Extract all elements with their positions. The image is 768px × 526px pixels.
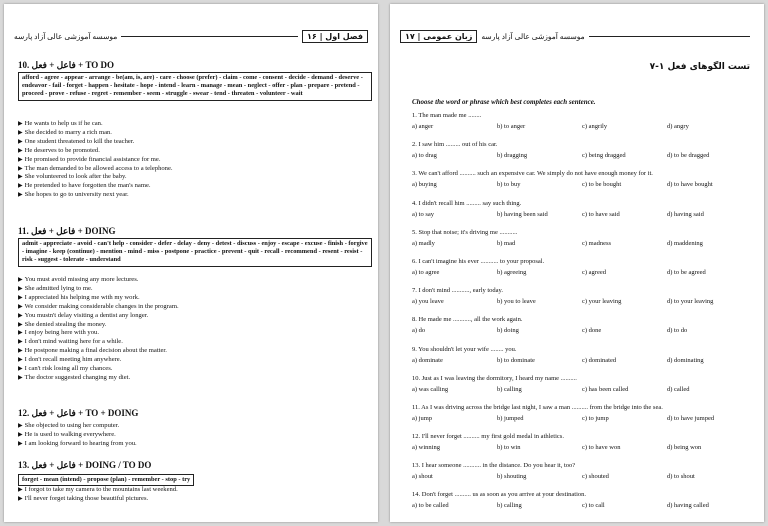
option-d: d) to do xyxy=(667,327,688,335)
option-a: a) was calling xyxy=(412,385,449,393)
example-item: ▶ He pretended to have forgotten the man's name. xyxy=(18,182,151,190)
right-page-header xyxy=(400,26,754,46)
option-c: c) to jump xyxy=(582,414,609,422)
example-item: ▶ I don't mind waiting here for a while. xyxy=(18,338,123,346)
question-stem: 8. He made me ..........., all the work again. xyxy=(412,316,523,324)
example-item: ▶ I forgot to take my camera to the mountains last weekend. xyxy=(18,486,178,493)
answer-options xyxy=(412,152,752,159)
left-page xyxy=(4,4,378,522)
section-title: 11. فاعل + فعل + DOING xyxy=(18,226,116,236)
option-b: b) agreeing xyxy=(497,268,527,276)
example-item: ▶ He promised to provide financial assistance for me. xyxy=(18,155,161,163)
answer-options xyxy=(412,269,752,276)
question-stem: 14. Don't forget .......... us as soon as you arrive at your destination. xyxy=(412,491,586,499)
option-b: b) to anger xyxy=(497,123,526,130)
option-a: a) madly xyxy=(412,239,435,247)
example-list xyxy=(18,276,179,383)
option-a: a) to say xyxy=(412,210,435,218)
verb-list-box: afford - agree - appear - arrange - be(am, is, are) - care - choose (prefer) - claim - come - consent - decide - demand - deserve - endeavor - fail - forget - happen - hesitate - hope - intend - learn - manage - mean - neglect - offer - plan - prepare - pretend - proceed - prove - refuse - regret - remember - seem - struggle - swear - tend - threaten - volunteer - wait xyxy=(18,72,372,101)
option-c: c) agreed xyxy=(582,268,606,276)
option-a: a) shout xyxy=(412,473,433,481)
option-b: b) doing xyxy=(497,327,519,335)
option-b: b) to dominate xyxy=(497,356,535,364)
example-item: ▶ I'll never forget taking those beautiful pictures. xyxy=(18,494,149,502)
question-item xyxy=(412,200,752,229)
option-b: b) you to leave xyxy=(497,298,536,306)
header-chapter-box: فصل اول | ۱۶ xyxy=(302,30,368,43)
question-stem: 10. Just as I was leaving the dormitory, I heard my name .......... xyxy=(412,374,577,382)
question-item xyxy=(412,287,752,316)
right-page xyxy=(390,4,764,522)
answer-options xyxy=(412,502,752,509)
example-item: ▶ You mustn't delay visiting a dentist any longer. xyxy=(18,311,149,319)
example-item: ▶ He wants to help us if he can. xyxy=(18,120,103,127)
example-item: ▶ I enjoy being here with you. xyxy=(18,329,99,337)
verb-list-box: admit - appreciate - avoid - can't help - consider - defer - delay - deny - detest - discuss - enjoy - escape - excuse - finish - forgive - imagine - keep (continue) - mention - mind - miss - postpone - practice - prevent - quit - recall - recommend - resent - resist - risk - suggest - tolerate - understand xyxy=(18,238,372,267)
example-list xyxy=(18,486,178,504)
option-b: b) mad xyxy=(497,239,516,247)
answer-options xyxy=(412,240,752,247)
option-b: b) calling xyxy=(497,502,522,510)
option-d: d) having called xyxy=(667,502,709,510)
example-list xyxy=(18,422,137,449)
option-c: c) your leaving xyxy=(582,298,622,306)
answer-options xyxy=(412,444,752,451)
example-item: ▶ I don't recall meeting him anywhere. xyxy=(18,356,122,364)
option-d: d) dominating xyxy=(667,356,704,364)
option-b: b) calling xyxy=(497,385,522,393)
option-c: c) dominated xyxy=(582,356,617,364)
option-c: c) to call xyxy=(582,502,605,510)
question-stem: 2. I saw him ......... out of his car. xyxy=(412,141,498,149)
option-c: c) done xyxy=(582,327,602,335)
option-d: d) called xyxy=(667,385,690,393)
header-institution: موسسه آموزشی عالی آزاد پارسه xyxy=(14,31,118,41)
example-item: ▶ She volunteered to look after the baby. xyxy=(18,173,127,181)
question-item xyxy=(412,375,752,404)
example-item: ▶ She hopes to go to university next year. xyxy=(18,191,129,199)
option-d: d) to be dragged xyxy=(667,152,710,160)
option-d: d) having said xyxy=(667,210,704,218)
option-d: d) to your leaving xyxy=(667,298,714,306)
option-a: a) dominate xyxy=(412,356,443,364)
option-c: c) angrily xyxy=(582,123,608,130)
example-item: ▶ I am looking forward to hearing from you. xyxy=(18,439,137,447)
question-item xyxy=(412,491,752,520)
question-item xyxy=(412,316,752,345)
header-chapter-box: ۱۷ | زبان عمومی xyxy=(400,30,477,43)
option-d: d) being won xyxy=(667,444,702,452)
option-b: b) dragging xyxy=(497,152,528,160)
option-c: c) madness xyxy=(582,239,612,247)
option-c: c) to be bought xyxy=(582,181,622,189)
example-item: ▶ One student threatened to kill the teacher. xyxy=(18,137,135,145)
header-rule xyxy=(589,36,750,37)
option-d: d) maddening xyxy=(667,239,703,247)
example-item: ▶ The doctor suggested changing my diet. xyxy=(18,373,131,381)
answer-options xyxy=(412,357,752,364)
question-item xyxy=(412,258,752,287)
answer-options xyxy=(412,298,752,305)
question-item xyxy=(412,462,752,491)
answer-options xyxy=(412,123,752,130)
page-title: ۷-۱ تست الگوهای فعل xyxy=(649,62,750,72)
question-stem: 4. I didn't recall him ......... say such thing. xyxy=(412,199,522,207)
question-stem: 3. We can't afford .......... such an expensive car. We simply do not have enough money for it. xyxy=(412,170,653,178)
option-a: a) to be called xyxy=(412,502,449,510)
question-list xyxy=(412,112,752,521)
answer-options xyxy=(412,415,752,422)
section-title: 10. فاعل + فعل + TO DO xyxy=(18,60,115,70)
answer-options xyxy=(412,473,752,480)
section-title: 13. فاعل + فعل + DOING / TO DO xyxy=(18,460,152,470)
answer-options xyxy=(412,386,752,393)
example-item: ▶ You must avoid missing any more lectures. xyxy=(18,276,139,283)
option-a: a) do xyxy=(412,327,426,335)
question-stem: 12. I'll never forget .......... my first gold medal in athletics. xyxy=(412,433,564,441)
question-stem: 6. I can't imagine his ever ........... to your proposal. xyxy=(412,257,545,265)
option-c: c) has been called xyxy=(582,385,629,393)
question-item xyxy=(412,229,752,258)
example-item: ▶ The man demanded to be allowed access to a telephone. xyxy=(18,164,173,172)
question-stem: 11. As I was driving across the bridge last night, I saw a man .......... from the bridge into the sea. xyxy=(412,403,663,411)
example-item: ▶ She denied stealing the money. xyxy=(18,320,107,328)
option-c: c) to have won xyxy=(582,444,621,452)
instruction-text: Choose the word or phrase which best completes each sentence. xyxy=(412,98,596,106)
answer-options xyxy=(412,181,752,188)
example-item: ▶ She admitted lying to me. xyxy=(18,284,93,292)
question-item xyxy=(412,170,752,199)
option-a: a) you leave xyxy=(412,298,444,306)
question-item xyxy=(412,112,752,141)
option-a: a) buying xyxy=(412,181,437,189)
header-rule xyxy=(121,36,298,37)
question-stem: 7. I don't mind ..........., early today. xyxy=(412,287,504,295)
option-b: b) having been said xyxy=(497,210,548,218)
option-d: d) to have bought xyxy=(667,181,713,189)
example-item: ▶ I appreciated his helping me with my work. xyxy=(18,293,140,301)
question-stem: 13. I hear someone ........... in the distance. Do you hear it, too? xyxy=(412,462,576,470)
example-item: ▶ We consider making considerable changes in the program. xyxy=(18,302,179,310)
header-institution: موسسه آموزشی عالی آزاد پارسه xyxy=(481,31,585,41)
option-d: d) to have jumped xyxy=(667,414,715,422)
question-stem: 9. You shouldn't let your wife ........ you. xyxy=(412,345,517,353)
option-c: c) being dragged xyxy=(582,152,626,160)
verb-list-box: forget - mean (intend) - propose (plan) - remember - stop - try xyxy=(18,474,194,486)
question-stem: 5. Stop that noise; it's driving me ........... xyxy=(412,228,518,236)
option-a: a) anger xyxy=(412,123,434,130)
example-item: ▶ He postpone making a final decision about the matter. xyxy=(18,347,167,355)
option-b: b) to win xyxy=(497,444,521,452)
example-item: ▶ I can't risk losing all my chances. xyxy=(18,365,113,373)
question-item xyxy=(412,404,752,433)
option-a: a) to agree xyxy=(412,268,440,276)
option-d: d) to be agreed xyxy=(667,268,706,276)
example-item: ▶ She objected to using her computer. xyxy=(18,422,120,429)
question-item xyxy=(412,433,752,462)
option-b: b) jumped xyxy=(497,414,524,422)
option-d: d) to shout xyxy=(667,473,695,481)
option-c: c) shouted xyxy=(582,473,609,481)
option-a: a) winning xyxy=(412,444,440,452)
option-b: b) shouting xyxy=(497,473,527,481)
answer-options xyxy=(412,327,752,334)
option-a: a) to drag xyxy=(412,152,437,160)
example-item: ▶ He deserves to be promoted. xyxy=(18,146,100,154)
option-d: d) angry xyxy=(667,123,689,130)
option-a: a) jump xyxy=(412,414,433,422)
question-stem: 1. The man made me ........ xyxy=(412,112,482,119)
question-item xyxy=(412,346,752,375)
answer-options xyxy=(412,211,752,218)
example-item: ▶ She decided to marry a rich man. xyxy=(18,128,112,136)
section-title: 12. فاعل + فعل + TO + DOING xyxy=(18,408,139,418)
option-c: c) to have said xyxy=(582,210,620,218)
left-page-header xyxy=(14,26,368,46)
example-item: ▶ He is used to walking everywhere. xyxy=(18,430,116,438)
question-item xyxy=(412,141,752,170)
example-list xyxy=(18,120,173,200)
option-b: b) to buy xyxy=(497,181,521,189)
